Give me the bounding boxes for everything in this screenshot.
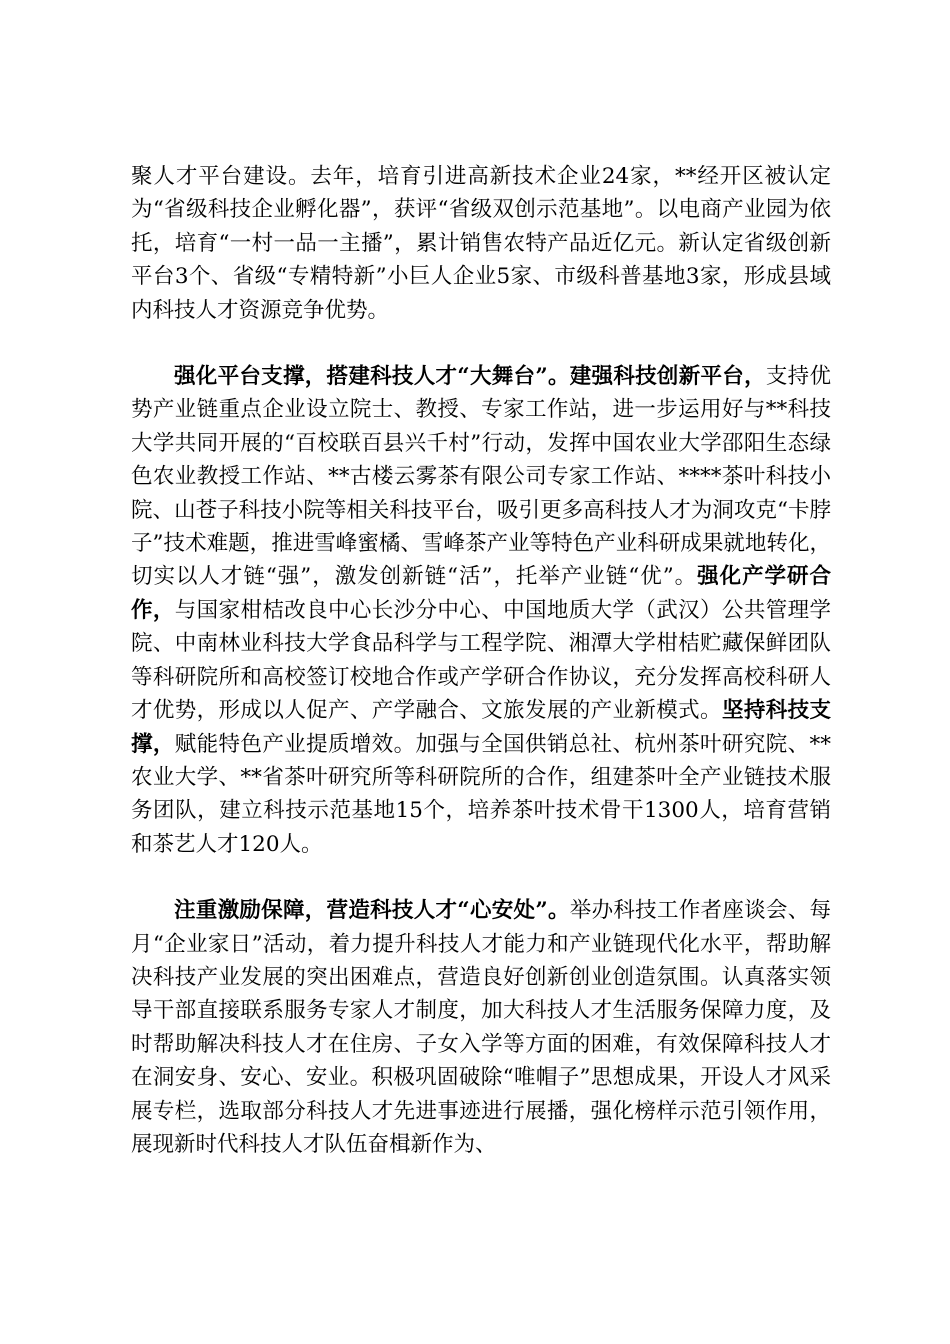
heading-tech-support: 坚持科技支撑， <box>131 698 831 757</box>
paragraph-2-text-2: 与国家柑桔改良中心长沙分中心、中国地质大学（武汉）公共管理学院、中南林业科技大学食品科学与工程学院、湘潭大学柑桔贮藏保鲜团队等科研院所和高校签订校地合作或产学研合作协议，充分发挥高校科研人才优势，形成以人促产、产学融合、文旅发展的产业新模式。 <box>131 597 831 724</box>
paragraph-incentive-guarantee <box>131 894 831 1161</box>
heading-industry-academia: 强化产学研合作， <box>131 564 831 623</box>
paragraph-2-text-1: 支持优势产业链重点企业设立院士、教授、专家工作站，进一步运用好与**科技大学共同开展的“百校联百县兴千村”行动，发挥中国农业大学邵阳生态绿色农业教授工作站、**古楼云雾茶有限公司专家工作站、****茶叶科技小院、山苍子科技小院等相关科技平台，吸引更多高科技人才为洞攻克“卡脖子”技术难题，推进雪峰蜜橘、雪峰茶产业等特色产业科研成果就地转化，切实以人才链“强”，激发创新链“活”，托举产业链“优”。 <box>131 364 831 590</box>
heading-incentive-guarantee: 注重激励保障，营造科技人才“心安处”。 <box>174 898 570 924</box>
paragraph-talent-platform <box>131 160 831 327</box>
paragraph-1-text: 聚人才平台建设。去年，培育引进高新技术企业24家，**经开区被认定为“省级科技企业孵化器”，获评“省级双创示范基地”。以电商产业园为依托，培育“一村一品一主播”，累计销售农特产品近亿元。新认定省级创新平台3个、省级“专精特新”小巨人企业5家、市级科普基地3家，形成县域内科技人才资源竞争优势。 <box>131 164 831 323</box>
document-page <box>131 160 831 1161</box>
paragraph-platform-support <box>131 360 831 861</box>
paragraph-2-text-3: 赋能特色产业提质增效。加强与全国供销总社、杭州茶叶研究院、**农业大学、**省茶叶研究所等科研院所的合作，组建茶叶全产业链技术服务团队，建立科技示范基地15个，培养茶叶技术骨干1300人，培育营销和茶艺人才120人。 <box>131 731 831 857</box>
heading-platform-support: 强化平台支撑，搭建科技人才“大舞台”。建强科技创新平台， <box>174 364 766 390</box>
paragraph-3-text: 举办科技工作者座谈会、每月“企业家日”活动，着力提升科技人才能力和产业链现代化水平，帮助解决科技产业发展的突出困难点，营造良好创新创业创造氛围。认真落实领导干部直接联系服务专家人才制度，加大科技人才生活服务保障力度，及时帮助解决科技人才在住房、子女入学等方面的困难，有效保障科技人才在洞安身、安心、安业。积极巩固破除“唯帽子”思想成果，开设人才风采展专栏，选取部分科技人才先进事迹进行展播，强化榜样示范引领作用，展现新时代科技人才队伍奋楫新作为、 <box>131 898 831 1157</box>
